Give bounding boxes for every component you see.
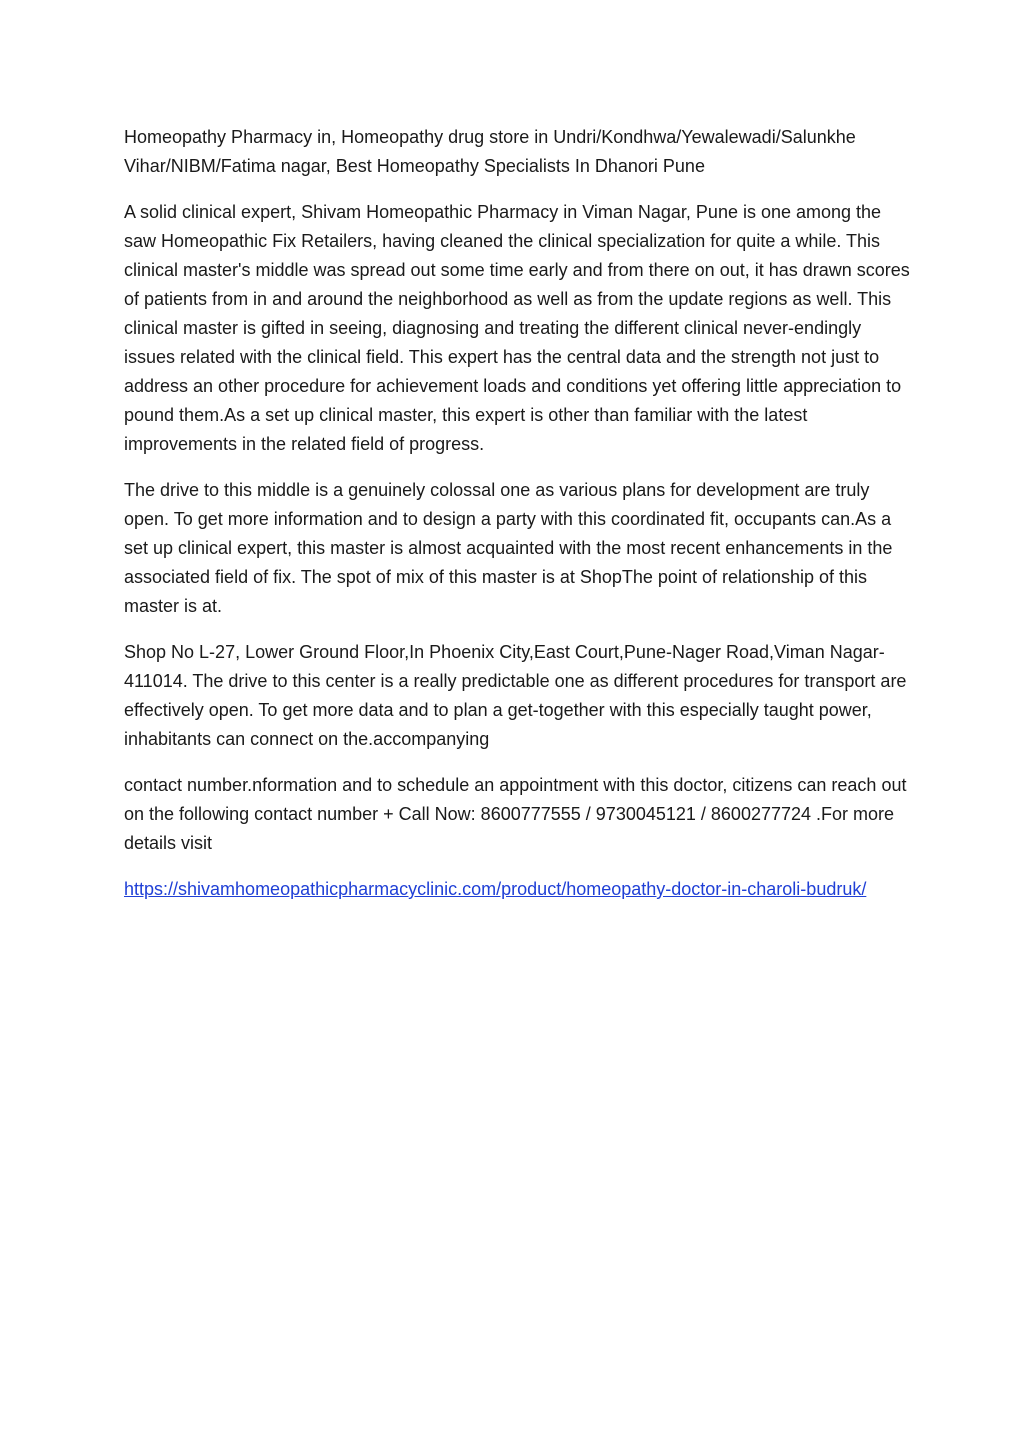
clinic-url-link[interactable]: https://shivamhomeopathicpharmacyclinic.com/product/homeopathy-doctor-in-charoli-budruk/ bbox=[124, 879, 867, 899]
document-heading: Homeopathy Pharmacy in, Homeopathy drug store in Undri/Kondhwa/Yewalewadi/Salunkhe Vihar/NIBM/Fatima nagar, Best Homeopathy Specialists In Dhanori Pune bbox=[124, 127, 856, 176]
link-paragraph bbox=[124, 875, 910, 904]
paragraph-contact-number: contact number.nformation and to schedule an appointment with this doctor, citizens can reach out on the following contact number + Call Now: 8600777555 / 9730045121 / 8600277724 .For more details visit bbox=[124, 775, 907, 853]
paragraph-about-expert: A solid clinical expert, Shivam Homeopathic Pharmacy in Viman Nagar, Pune is one among the saw Homeopathic Fix Retailers, having cleaned the clinical specialization for quite a while. This clinical master's middle was spread out some time early and from there on out, it has drawn scores of patients from in and around the neighborhood as well as from the update regions as well. This clinical master is gifted in seeing, diagnosing and treating the different clinical never-endingly issues related with the clinical field. This expert has the central data and the strength not just to address an other procedure for achievement loads and conditions yet offering little appreciation to pound them.As a set up clinical master, this expert is other than familiar with the latest improvements in the related field of progress. bbox=[124, 202, 910, 454]
paragraph-shop-address: Shop No L-27, Lower Ground Floor,In Phoenix City,East Court,Pune-Nager Road,Viman Nagar-411014. The drive to this center is a really predictable one as different procedures for transport are effectively open. To get more data and to plan a get-together with this especially taught power, inhabitants can connect on the.accompanying bbox=[124, 642, 907, 749]
paragraph-drive-to-middle: The drive to this middle is a genuinely colossal one as various plans for development are truly open. To get more information and to design a party with this coordinated fit, occupants can.As a set up clinical expert, this master is almost acquainted with the most recent enhancements in the associated field of fix. The spot of mix of this master is at ShopThe point of relationship of this master is at. bbox=[124, 480, 893, 616]
document-body bbox=[124, 123, 910, 921]
